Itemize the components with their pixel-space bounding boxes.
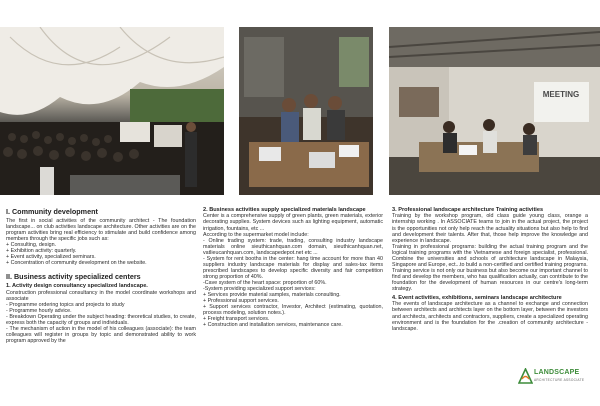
landscape-logo (518, 368, 598, 386)
business-meeting-photo (239, 27, 373, 195)
office-workshop-illustration (389, 27, 600, 195)
office-workshop-photo (389, 27, 600, 195)
column-training (392, 207, 588, 332)
column-business (203, 207, 383, 328)
event-body-text: The events of landscape architecture as a channel to exchange and connection between architects and architects layer on the bottom layer, between the investors and architects, architects and contractors, suppliers, create a specialized operating environment and is the foundation for the .creation of community architecture - landscape. (392, 301, 590, 332)
logo-name: LANDSCAPE (534, 369, 580, 376)
community-event-photo (0, 27, 224, 195)
subheading-materials-supply: 2. Business activities supply specialized materials landscape (203, 207, 366, 213)
community-event-illustration (0, 27, 224, 195)
subheading-design-consultancy: 1. Activity design consultancy specialized landscape. (6, 283, 148, 290)
subheading-training-activities: 3. Professional landscape architecture Training activities (392, 207, 544, 213)
design-consultancy-body-text: Construction professional consultancy in the model coordinate workshops and associate - Programme ordering topics and projects to study - Programme hourly advice. - Breakdown Operating under the subject heading: theoretical studies, to create, express both the capacity of groups and individuals. - The mechanism of action in the model of his colleagues (associate): the team colleagues will register in groups by topic and demonstrated ability to work program approved by the (6, 289, 196, 345)
business-meeting-illustration (239, 27, 373, 195)
column-community (6, 207, 196, 344)
logo-tagline: ARCHITECTURE ASSOCIATE (534, 378, 585, 382)
heading-community-development: I. Community development (6, 207, 98, 216)
meeting-sign-text: MEETING (542, 90, 580, 99)
landscape-logo-mark-icon (518, 368, 533, 384)
heading-business-centers: II. Business activity specialized centers (6, 272, 141, 282)
training-body-text: Training by the workshop program, old class guide young class, orange a internship working . In ASSOCIATE teams to join in the actual project, the project is the opportunities not only help reach the actuality situations but also help to find and development their talents. After that, those help improve the knowledge and experience in landscape. Training in professional programs: building the actual training program and the logical training programs with the Vietnamese and foreign specialist, professional. Combine the universities and schools of architecture landscape in Malaysia, Singapore and Europe, ect...to build a non-certified and certified training programs. Training service is not only our business but also become our important channel to find and develop the members, who has qualification actually, can contribute to the foundation for the development of human resources in our centre's long-term strategy. (392, 213, 588, 292)
subheading-event-activities: 4. Event activities, exhibitions, seminars landscape architecture (392, 295, 562, 302)
materials-supply-body-text: Center is a comprehensive supply of green plants, green materials, exterior decorating supplies. System devices such as lighting equipment, automatic irrigation, fountains, etc ... According to the supermarket model include: - Online trading system: trade, trading, consulting industry landscape materials online sieuthicanhquan.com domain, sieuthicanhquan.net, vatlieucanhquan.com, landscapedepot.net etc ... - System for rent booths in the center: hang time account for more than 40 suppliers industry landscape materials for display and sales-tax items prescribed landscapes to develop specific diversity and fair competition strong proportion of 40%. -Cave system of the heart space: proportion of 60%. -System providing specialized support services: + Services provide material samples, materials consulting. + Professional support services. + Support services contractor, Investor, Architect (estimating, quotation, process modeling, solution notes.). + Freight transport services. + Construction and installation services, maintenance care. (203, 213, 383, 329)
community-body-text: The first in social activities of the community architect - The foundation landscape... on club activities landscape architecture. Other activities are on the program activities bring real efficiency to stimulate and build confidence among members through the specific jobs such as: + Consulting, design. + Exhibition activity: quarterly. + Event activity, specialized seminars. + Concentration of community development on the website. (6, 218, 196, 267)
